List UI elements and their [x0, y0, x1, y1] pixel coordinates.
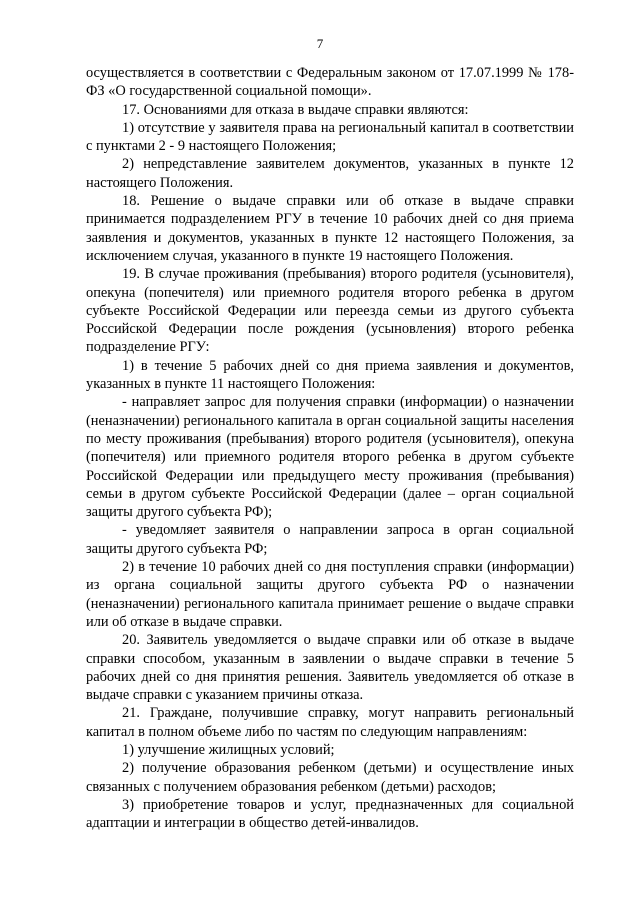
paragraph: 3) приобретение товаров и услуг, предназначенных для социальной адаптации и интеграции в общество детей-инвалидов.: [86, 796, 574, 832]
page-number: 7: [316, 36, 324, 51]
paragraph: 2) получение образования ребенком (детьми) и осуществление иных связанных с получением образования ребенком (детьми) расходов;: [86, 760, 574, 795]
paragraph: 2) непредставление заявителем документов, указанных в пункте 12 настоящего Положения.: [86, 156, 574, 191]
paragraph: - уведомляет заявителя о направлении запроса в орган социальной защиты другого субъекта РФ;: [86, 522, 574, 557]
paragraph: 1) улучшение жилищных условий;: [122, 741, 335, 758]
paragraph: 19. В случае проживания (пребывания) второго родителя (усыновителя), опекуна (попечителя) или приемного родителя второго ребенка в другом субъекте Российской Федерации или переезда семьи из другого субъекта Российской Федерации после рождения (усыновления) второго ребенка подразделение РГУ:: [86, 266, 574, 356]
paragraph: 20. Заявитель уведомляется о выдаче справки или об отказе в выдаче справки способом, указанным в заявлении о выдаче справки в течение 5 рабочих дней со дня принятия решения. Заявитель уведомляется об отказе в выдаче справки с указанием причины отказа.: [86, 632, 574, 704]
paragraph: - направляет запрос для получения справки (информации) о назначении (неназначении) регионального капитала в орган социальной защиты населения по месту проживания (пребывания) второго родителя (усыновителя), опекуна (попечителя) или приемного родителя второго ребенка в другом субъекте Российской Федерации или предыдущего месту проживания (пребывания) семьи в другом субъекте Российской Федерации (далее – орган социальной защиты другого субъекта РФ);: [86, 394, 574, 521]
paragraph: 21. Граждане, получившие справку, могут направить региональный капитал в полном объеме либо по частям по следующим направлениям:: [86, 705, 574, 740]
paragraph: 17. Основаниями для отказа в выдаче справки являются:: [122, 101, 469, 118]
paragraph: 1) отсутствие у заявителя права на региональный капитал в соответствии с пунктами 2 - 9 настоящего Положения;: [86, 119, 574, 155]
paragraph: 1) в течение 5 рабочих дней со дня приема заявления и документов, указанных в пункте 11 настоящего Положения:: [86, 357, 574, 393]
paragraph: 18. Решение о выдаче справки или об отказе в выдаче справки принимается подразделением РГУ в течение 10 рабочих дней со дня приема заявления и документов, указанных в пункте 12 настоящего Положения, за исключением случая, указанного в пункте 19 настоящего Положения.: [86, 193, 574, 264]
document-body: [86, 64, 574, 832]
paragraph: осуществляется в соответствии с Федеральным законом от 17.07.1999 № 178-ФЗ «О государственной социальной помощи».: [86, 65, 574, 100]
paragraph: 2) в течение 10 рабочих дней со дня поступления справки (информации) из органа социальной защиты другого субъекта РФ о назначении (неназначении) регионального капитала принимает решение о выдаче справки или об отказе в выдаче справки.: [86, 559, 574, 630]
